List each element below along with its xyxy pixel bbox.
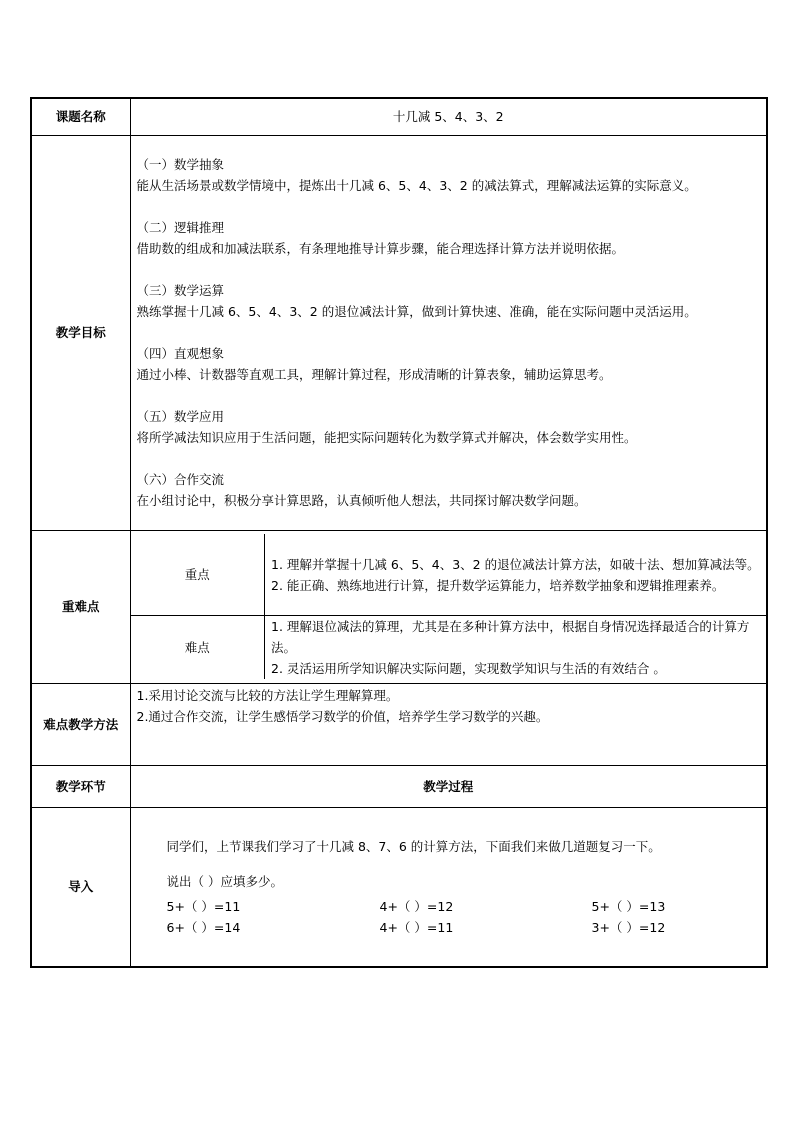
objective-heading: （四）直观想象 [136,346,225,361]
difficulty-label: 难点 [131,616,265,680]
intro-label: 导入 [31,807,130,967]
methods-label: 难点教学方法 [31,683,130,765]
method-item: 2.通过合作交流，让学生感悟学习数学的价值，培养学生学习数学的兴趣。 [136,708,549,724]
exercise-item: 5+（ ）=11 [166,898,241,914]
lesson-plan-document [30,97,766,968]
methods-items [130,683,767,765]
exercise-item: 4+（ ）=12 [379,898,454,914]
difficulty-item: 1. 理解退位减法的算理，尤其是在多种计算方法中，根据自身情况选择最适合的计算方法。 [271,619,750,656]
objectives-label: 教学目标 [31,135,130,530]
focus-items [265,534,767,616]
objective-heading: （一）数学抽象 [136,157,225,172]
key-points-table [131,534,767,680]
exercise-item: 6+（ ）=14 [166,919,241,935]
exercise-item: 4+（ ）=11 [379,919,454,935]
focus-item: 1. 理解并掌握十几减 6、5、4、3、2 的退位减法计算方法，如破十法、想加算减法等。 [271,556,760,572]
process-header: 教学过程 [130,765,767,807]
focus-item: 2. 能正确、熟练地进行计算，提升数学运算能力，培养数学抽象和逻辑推理素养。 [271,577,725,593]
objective-body: 将所学减法知识应用于生活问题，能把实际问题转化为数学算式并解决，体会数学实用性。 [136,430,637,445]
difficulty-item: 2. 灵活运用所学知识解决实际问题，实现数学知识与生活的有效结合 。 [271,661,666,677]
exercise-item: 3+（ ）=12 [591,919,666,935]
objective-section [137,469,761,511]
method-item: 1.采用讨论交流与比较的方法让学生理解算理。 [136,687,399,703]
exercise-prompt: 说出（ ）应填多少。 [166,873,283,889]
lesson-plan-table [30,97,768,968]
process-stage-label: 教学环节 [31,765,130,807]
intro-text: 同学们，上节课我们学习了十几减 8、7、6 的计算方法，下面我们来做几道题复习一下。 [166,838,661,854]
difficulty-items [265,616,767,680]
focus-label: 重点 [131,534,265,616]
objective-body: 熟练掌握十几减 6、5、4、3、2 的退位减法计算，做到计算快速、准确，能在实际问题中灵活运用。 [136,304,697,319]
objectives-content [130,135,767,530]
objective-section [137,280,761,322]
objective-section [137,217,761,259]
objective-heading: （三）数学运算 [136,283,225,298]
objective-body: 借助数的组成和加减法联系，有条理地推导计算步骤，能合理选择计算方法并说明依据。 [136,241,625,256]
exercise-item: 5+（ ）=13 [591,898,666,914]
objective-section [137,343,761,385]
title-label: 课题名称 [31,98,130,135]
lesson-title: 十几减 5、4、3、2 [130,98,767,135]
key-points-label: 重难点 [31,530,130,683]
objective-section [137,154,761,196]
objective-body: 能从生活场景或数学情境中，提炼出十几减 6、5、4、3、2 的减法算式，理解减法运算的实际意义。 [136,178,697,193]
objective-body: 通过小棒、计数器等直观工具，理解计算过程，形成清晰的计算表象，辅助运算思考。 [136,367,612,382]
exercise-row [167,896,767,917]
exercise-row [167,917,767,938]
objective-heading: （六）合作交流 [136,472,225,487]
objective-heading: （五）数学应用 [136,409,225,424]
intro-content [130,807,767,967]
objective-body: 在小组讨论中，积极分享计算思路，认真倾听他人想法，共同探讨解决数学问题。 [136,493,587,508]
objective-heading: （二）逻辑推理 [136,220,225,235]
objective-section [137,406,761,448]
key-points-cell [130,530,767,683]
